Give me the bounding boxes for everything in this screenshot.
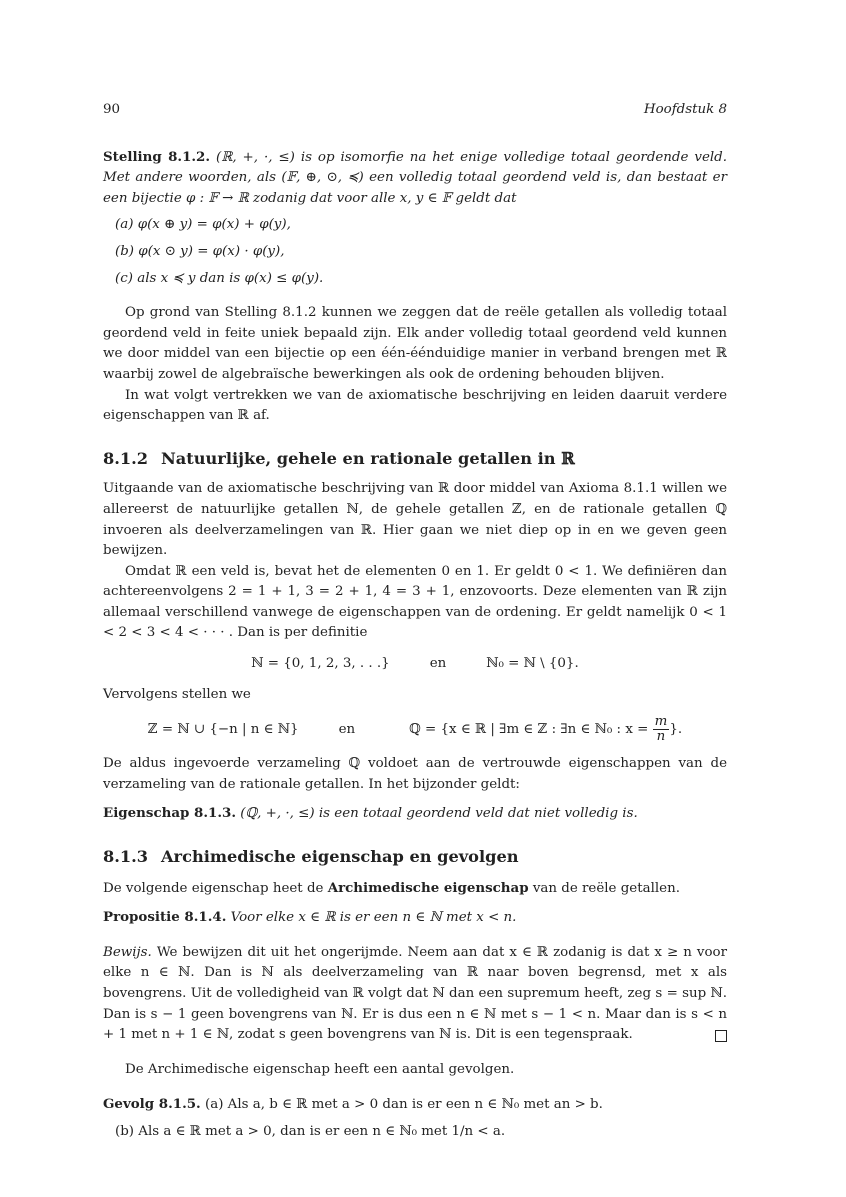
- paragraph-uniqueness: Op grond van Stelling 8.1.2 kunnen we zeggen dat de reële getallen als volledig totaal geordend veld in feite uniek bepaald zijn. Elk ander volledig totaal geordend veld kunnen we door middel van een bijectie op een één-éénduidige manier in verband brengen met ℝ waarbij zowel de algebraïsche bewerkingen als ook de ordening behouden blijven.: [103, 305, 727, 382]
- naturals-nonzero-formula: ℕ₀ = ℕ \ {0}.: [486, 656, 579, 672]
- section-heading-8-1-2: [103, 449, 727, 470]
- fraction-numerator: m: [654, 714, 668, 730]
- paragraph-continuation: In wat volgt vertrekken we van de axiomatische beschrijving en leiden daaruit verdere eigenschappen van ℝ af.: [103, 387, 727, 424]
- section-number: 8.1.2: [103, 448, 149, 468]
- integers-formula: ℤ = ℕ ∪ {−n | n ∈ ℕ}: [147, 722, 299, 738]
- display-conjunction-2: en: [338, 722, 356, 738]
- fraction-m-over-n: [653, 715, 670, 744]
- theorem-items: [115, 215, 727, 289]
- corollary-label: Gevolg 8.1.5.: [103, 1096, 201, 1113]
- paragraph-rationals: De aldus ingevoerde verzameling ℚ voldoet aan de vertrouwde eigenschappen van de verzameling van de rationale getallen. In het bijzonder geldt:: [103, 756, 727, 792]
- intro-text: De volgende eigenschap heet de: [103, 880, 328, 896]
- paragraph-consequences: De Archimedische eigenschap heeft een aantal gevolgen.: [125, 1061, 515, 1077]
- rationals-formula: ℚ = {x ∈ ℝ | ∃m ∈ ℤ : ∃n ∈ ℕ₀ : x =: [409, 722, 649, 738]
- property-text: (ℚ, +, ·, ≤) is een totaal geordend veld dat niet volledig is.: [240, 806, 638, 822]
- fraction-denominator: n: [656, 729, 666, 745]
- paragraph-archimedean-intro: [103, 878, 727, 900]
- display-naturals: [103, 654, 727, 675]
- proposition-text: Voor elke x ∈ ℝ is er een n ∈ ℕ met x < n.: [230, 910, 517, 926]
- display-conjunction: en: [429, 656, 447, 672]
- proof-text: We bewijzen dit uit het ongerijmde. Neem aan dat x ∈ ℝ zodanig is dat x ≥ n voor elke n ∈ ℕ. Dan is ℕ als deelverzameling van ℝ naar boven begrensd, met x als bovengrens. Uit de volledigheid van ℝ volgt dat ℕ dan een supremum heeft, zeg s = sup ℕ. Dan is s − 1 geen bovengrens van ℕ. Er is dus een n ∈ ℕ met s − 1 < n. Maar dan is s < n + 1 met n + 1 ∈ ℕ, zodat s geen bovengrens van ℕ is. Dit is een tegenspraak.: [103, 944, 727, 1043]
- paragraph-next: Vervolgens stellen we: [103, 686, 251, 702]
- section-number: 8.1.3: [103, 847, 149, 867]
- display-integers-rationals: [103, 715, 727, 744]
- theorem-text: (ℝ, +, ·, ≤) is op isomorfie na het enige volledige totaal geordende veld. Met andere woorden, als (𝔽, ⊕, ⊙, ≼) een volledig totaal geordend veld is, dan bestaat er een bijectie φ : 𝔽 → ℝ zodanig dat voor alle x, y ∈ 𝔽 geldt dat: [103, 149, 727, 206]
- corollary-item-b: (b) Als a ∈ ℝ met a > 0, dan is er een n ∈ ℕ₀ met 1/n < a.: [115, 1123, 506, 1139]
- intro-text-end: van de reële getallen.: [528, 880, 680, 896]
- theorem-label: Stelling 8.1.2.: [103, 148, 211, 165]
- proposition-label: Propositie 8.1.4.: [103, 909, 227, 926]
- theorem-item-b: (b) φ(x ⊙ y) = φ(x) · φ(y),: [115, 243, 285, 259]
- paragraph-naturals-definition: Omdat ℝ een veld is, bevat het de elementen 0 en 1. Er geldt 0 < 1. We definiëren dan achtereenvolgens 2 = 1 + 1, 3 = 2 + 1, 4 = 3 + 1, enzovoorts. Deze elementen van ℝ zijn allemaal verschillend vanwege de eigenschappen van de ordening. Er geldt namelijk 0 < 1 < 2 < 3 < 4 < · · · . Dan is per definitie: [103, 563, 727, 641]
- paragraph-number-sets: Uitgaande van de axiomatische beschrijving van ℝ door middel van Axioma 8.1.1 willen we allereerst de natuurlijke getallen ℕ, de gehele getallen ℤ, en de rationale getallen ℚ invoeren als deelverzamelingen van ℝ. Hier gaan we niet diep op in en we geven geen bewijzen.: [103, 481, 727, 559]
- section-title: Natuurlijke, gehele en rationale getallen in ℝ: [161, 448, 575, 468]
- section-title: Archimedische eigenschap en gevolgen: [161, 847, 519, 867]
- property-8-1-3: [103, 803, 727, 825]
- corollary-item-a: (a) Als a, b ∈ ℝ met a > 0 dan is er een n ∈ ℕ₀ met an > b.: [204, 1097, 603, 1113]
- theorem-item-c: (c) als x ≼ y dan is φ(x) ≤ φ(y).: [115, 270, 324, 286]
- archimedean-term: Archimedische eigenschap: [327, 879, 529, 896]
- proof-block: [103, 943, 727, 1046]
- theorem-8-1-2: [103, 147, 727, 210]
- corollary-items: [115, 1122, 727, 1143]
- rationals-formula-end: }.: [669, 722, 683, 738]
- running-header: [103, 100, 727, 121]
- section-heading-8-1-3: [103, 847, 727, 868]
- theorem-item-a: (a) φ(x ⊕ y) = φ(x) + φ(y),: [115, 217, 291, 233]
- qed-square-icon: [715, 1030, 727, 1042]
- proposition-8-1-4: [103, 907, 727, 929]
- page-content: [103, 100, 727, 1157]
- naturals-formula: ℕ = {0, 1, 2, 3, . . .}: [251, 656, 390, 672]
- property-label: Eigenschap 8.1.3.: [103, 805, 236, 822]
- corollary-8-1-5: [103, 1094, 727, 1116]
- page-number: 90: [103, 102, 121, 117]
- chapter-title: Hoofdstuk 8: [643, 102, 727, 117]
- proof-label: Bewijs.: [103, 944, 152, 960]
